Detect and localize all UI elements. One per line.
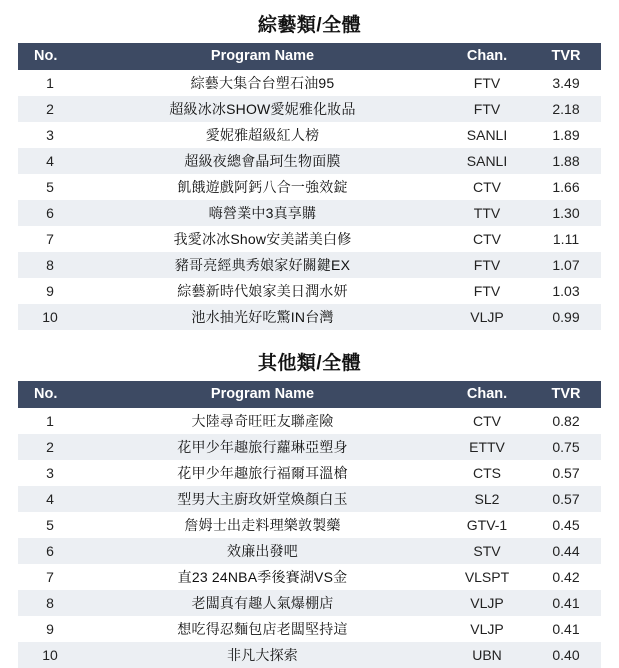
table-row bbox=[18, 252, 601, 278]
cell-program-name: 超級冰冰SHOW愛妮雅化妝品 bbox=[82, 96, 443, 122]
cell-tvr: 0.75 bbox=[531, 434, 601, 460]
cell-tvr: 1.88 bbox=[531, 148, 601, 174]
cell-channel: VLJP bbox=[443, 616, 531, 642]
cell-channel: GTV-1 bbox=[443, 512, 531, 538]
cell-rank: 9 bbox=[18, 278, 82, 304]
cell-program-name: 嗨營業中3真享購 bbox=[82, 200, 443, 226]
cell-channel: SANLI bbox=[443, 122, 531, 148]
table-row bbox=[18, 278, 601, 304]
cell-program-name: 飢餓遊戲阿鈣八合一強效錠 bbox=[82, 174, 443, 200]
cell-channel: CTV bbox=[443, 226, 531, 252]
cell-channel: TTV bbox=[443, 200, 531, 226]
cell-rank: 5 bbox=[18, 174, 82, 200]
table-row bbox=[18, 538, 601, 564]
ratings-table bbox=[18, 43, 601, 330]
cell-channel: FTV bbox=[443, 278, 531, 304]
column-header-program-name: Program Name bbox=[82, 381, 443, 408]
cell-program-name: 大陸尋奇旺旺友聯產險 bbox=[82, 408, 443, 434]
cell-channel: FTV bbox=[443, 70, 531, 96]
cell-tvr: 0.99 bbox=[531, 304, 601, 330]
cell-tvr: 1.66 bbox=[531, 174, 601, 200]
section-title: 其他類/全體 bbox=[257, 353, 362, 374]
cell-rank: 10 bbox=[18, 642, 82, 668]
cell-channel: SANLI bbox=[443, 148, 531, 174]
cell-tvr: 1.89 bbox=[531, 122, 601, 148]
cell-channel: VLJP bbox=[443, 590, 531, 616]
cell-program-name: 超級夜總會晶珂生物面膜 bbox=[82, 148, 443, 174]
cell-rank: 9 bbox=[18, 616, 82, 642]
cell-rank: 4 bbox=[18, 486, 82, 512]
table-row bbox=[18, 408, 601, 434]
cell-program-name: 直23 24NBA季後賽湖VS金 bbox=[82, 564, 443, 590]
table-header bbox=[18, 381, 601, 408]
cell-channel: FTV bbox=[443, 252, 531, 278]
cell-rank: 7 bbox=[18, 564, 82, 590]
cell-program-name: 綜藝新時代娘家美日潤水妍 bbox=[82, 278, 443, 304]
section-other bbox=[18, 348, 601, 668]
table-row bbox=[18, 96, 601, 122]
cell-rank: 8 bbox=[18, 252, 82, 278]
cell-rank: 2 bbox=[18, 96, 82, 122]
column-header-tvr: TVR bbox=[531, 43, 601, 70]
cell-tvr: 1.30 bbox=[531, 200, 601, 226]
cell-program-name: 愛妮雅超級紅人榜 bbox=[82, 122, 443, 148]
cell-channel: CTV bbox=[443, 408, 531, 434]
cell-program-name: 池水抽光好吃驚IN台灣 bbox=[82, 304, 443, 330]
table-row bbox=[18, 174, 601, 200]
table-row bbox=[18, 122, 601, 148]
table-header-row bbox=[18, 381, 601, 408]
cell-channel: STV bbox=[443, 538, 531, 564]
table-row bbox=[18, 304, 601, 330]
table-row bbox=[18, 148, 601, 174]
cell-program-name: 豬哥亮經典秀娘家好關鍵EX bbox=[82, 252, 443, 278]
table-row bbox=[18, 642, 601, 668]
cell-tvr: 0.57 bbox=[531, 460, 601, 486]
table-header-row bbox=[18, 43, 601, 70]
cell-tvr: 0.82 bbox=[531, 408, 601, 434]
table-header bbox=[18, 43, 601, 70]
cell-tvr: 0.40 bbox=[531, 642, 601, 668]
cell-tvr: 0.57 bbox=[531, 486, 601, 512]
cell-tvr: 0.41 bbox=[531, 590, 601, 616]
table-row bbox=[18, 564, 601, 590]
cell-program-name: 花甲少年趣旅行福爾耳溫槍 bbox=[82, 460, 443, 486]
table-row bbox=[18, 70, 601, 96]
table-row bbox=[18, 512, 601, 538]
cell-rank: 7 bbox=[18, 226, 82, 252]
cell-program-name: 詹姆士出走料理樂敦製藥 bbox=[82, 512, 443, 538]
section-divider bbox=[18, 330, 601, 344]
table-row bbox=[18, 486, 601, 512]
cell-rank: 3 bbox=[18, 122, 82, 148]
ratings-table bbox=[18, 381, 601, 668]
section-variety bbox=[18, 10, 601, 330]
cell-tvr: 3.49 bbox=[531, 70, 601, 96]
cell-rank: 8 bbox=[18, 590, 82, 616]
cell-tvr: 1.07 bbox=[531, 252, 601, 278]
cell-channel: VLSPT bbox=[443, 564, 531, 590]
table-row bbox=[18, 460, 601, 486]
column-header-no: No. bbox=[18, 381, 82, 408]
cell-tvr: 1.03 bbox=[531, 278, 601, 304]
cell-channel: CTS bbox=[443, 460, 531, 486]
table-row bbox=[18, 590, 601, 616]
cell-program-name: 想吃得忍麵包店老闆堅持這 bbox=[82, 616, 443, 642]
section-title: 綜藝類/全體 bbox=[257, 15, 362, 36]
cell-channel: UBN bbox=[443, 642, 531, 668]
cell-rank: 10 bbox=[18, 304, 82, 330]
cell-channel: ETTV bbox=[443, 434, 531, 460]
cell-rank: 1 bbox=[18, 70, 82, 96]
column-header-no: No. bbox=[18, 43, 82, 70]
cell-tvr: 1.11 bbox=[531, 226, 601, 252]
cell-tvr: 0.41 bbox=[531, 616, 601, 642]
cell-rank: 5 bbox=[18, 512, 82, 538]
column-header-program-name: Program Name bbox=[82, 43, 443, 70]
cell-program-name: 綜藝大集合台塑石油95 bbox=[82, 70, 443, 96]
table-body bbox=[18, 70, 601, 330]
table-row bbox=[18, 200, 601, 226]
cell-tvr: 0.44 bbox=[531, 538, 601, 564]
cell-tvr: 0.42 bbox=[531, 564, 601, 590]
cell-rank: 3 bbox=[18, 460, 82, 486]
cell-program-name: 非凡大探索 bbox=[82, 642, 443, 668]
cell-channel: VLJP bbox=[443, 304, 531, 330]
column-header-tvr: TVR bbox=[531, 381, 601, 408]
cell-channel: FTV bbox=[443, 96, 531, 122]
column-header-channel: Chan. bbox=[443, 43, 531, 70]
column-header-channel: Chan. bbox=[443, 381, 531, 408]
cell-rank: 6 bbox=[18, 538, 82, 564]
cell-channel: CTV bbox=[443, 174, 531, 200]
cell-rank: 6 bbox=[18, 200, 82, 226]
cell-rank: 1 bbox=[18, 408, 82, 434]
table-body bbox=[18, 408, 601, 668]
cell-rank: 4 bbox=[18, 148, 82, 174]
table-row bbox=[18, 226, 601, 252]
cell-rank: 2 bbox=[18, 434, 82, 460]
cell-program-name: 我愛冰冰Show安美諾美白修 bbox=[82, 226, 443, 252]
cell-program-name: 型男大主廚玫妍堂煥顏白玉 bbox=[82, 486, 443, 512]
cell-program-name: 效廉出發吧 bbox=[82, 538, 443, 564]
cell-tvr: 0.45 bbox=[531, 512, 601, 538]
cell-tvr: 2.18 bbox=[531, 96, 601, 122]
cell-program-name: 花甲少年趣旅行蘿琳亞塑身 bbox=[82, 434, 443, 460]
cell-channel: SL2 bbox=[443, 486, 531, 512]
table-row bbox=[18, 434, 601, 460]
table-row bbox=[18, 616, 601, 642]
cell-program-name: 老闆真有趣人氣爆棚店 bbox=[82, 590, 443, 616]
